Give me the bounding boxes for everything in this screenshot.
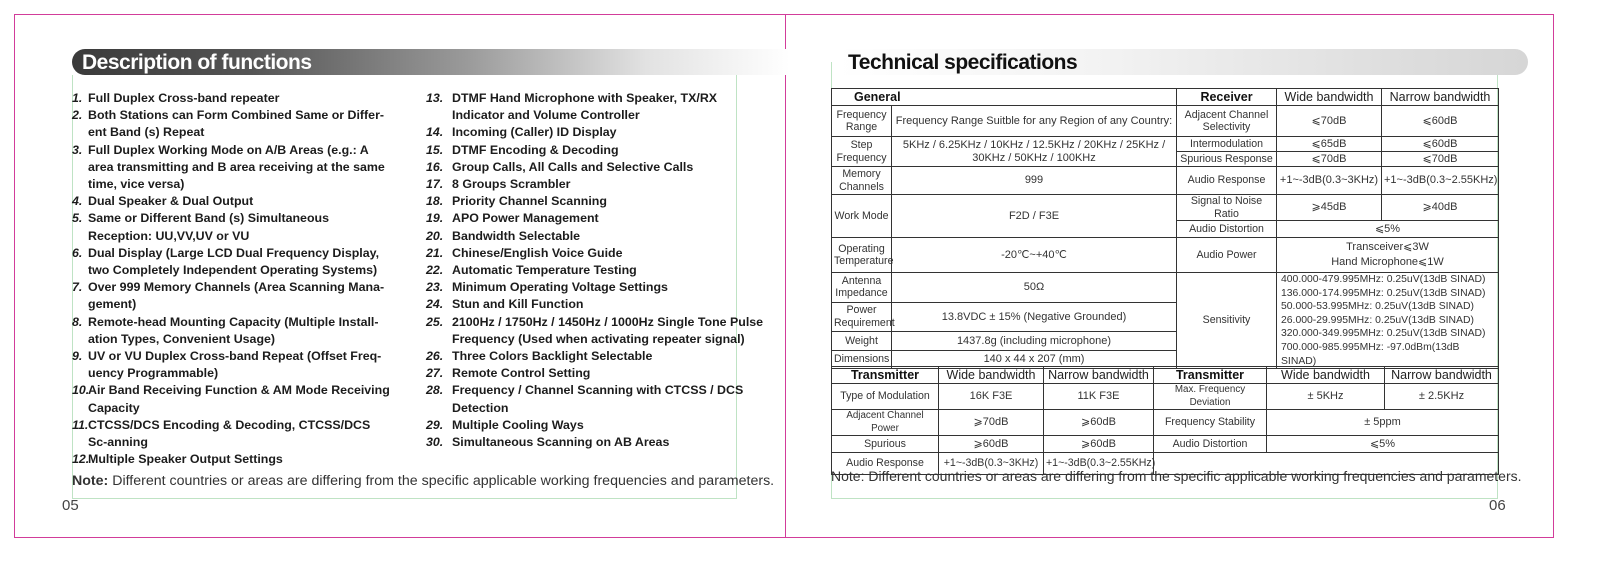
audio-power-line: Hand Microphone⩽1W [1331,256,1444,268]
function-item [426,348,771,365]
spec-value: 16K F3E [939,384,1044,410]
function-item-text: CTCSS/DCS Encoding & Decoding, CTCSS/DCS Sc-anning [88,417,371,450]
spec-label: Audio Distortion [1177,221,1277,238]
spec-value [1277,238,1499,273]
function-item-number: 2. [72,108,83,123]
function-item-text: Stun and Kill Function [452,297,584,312]
function-item-text: Minimum Operating Voltage Settings [452,280,668,295]
function-item-text: Both Stations can Form Combined Same or Differ-ent Band (s) Repeat [88,108,385,140]
function-item [426,279,771,296]
function-item [72,193,392,210]
specs-table [831,88,1499,369]
function-item [426,90,771,124]
spec-value: ⩽5% [1277,221,1499,238]
wide-bandwidth-header: Wide bandwidth [1277,89,1382,106]
function-item-number: 28. [426,383,444,398]
function-item-text: Three Colors Backlight Selectable [452,349,653,364]
function-item-number: 16. [426,159,444,174]
spec-value: +1~-3dB(0.3~2.55KHz) [1382,167,1499,195]
function-item [426,245,771,262]
function-item-text: 8 Groups Scrambler [452,177,571,192]
function-item-number: 19. [426,211,444,226]
spec-value: ± 5KHz [1267,384,1385,410]
function-item-text: Frequency / Channel Scanning with CTCSS / DCS Detection [452,383,744,415]
transmitter-header: Transmitter [832,367,939,384]
function-item [426,124,771,141]
spec-value: +1~-3dB(0.3~2.55KHz) [1044,453,1154,475]
spec-value: ⩾60dB [1044,436,1154,453]
function-item-number: 10. [72,383,90,398]
spec-label: Signal to Noise Ratio [1177,195,1277,221]
function-item-text: Dual Speaker & Dual Output [88,194,254,209]
function-item-text: Same or Different Band (s) Simultaneous Reception: UU,VV,UV or VU [88,211,329,243]
spec-label: Dimensions [832,350,892,369]
spec-label: Work Mode [832,195,892,238]
narrow-bandwidth-header: Narrow bandwidth [1382,89,1499,106]
function-item-number: 21. [426,245,444,260]
function-item-text: Full Duplex Cross-band repeater [88,91,280,105]
function-item-number: 27. [426,366,444,381]
function-item [72,417,392,451]
function-item [426,262,771,279]
spec-value: 140 x 44 x 207 (mm) [892,350,1177,369]
spec-value: ⩽70dB [1382,152,1499,167]
function-item-number: 18. [426,194,444,209]
function-item-number: 8. [72,314,83,329]
function-item [72,451,392,468]
function-item-number: 11. [72,417,89,432]
function-item-text: DTMF Encoding & Decoding [452,142,619,157]
spec-label: Spurious [832,436,939,453]
page-number: 05 [62,497,79,514]
spec-value: 999 [892,167,1177,195]
function-item-text: Priority Channel Scanning [452,194,607,209]
function-item-text: Group Calls, All Calls and Selective Calls [452,159,694,174]
spec-value: ⩽70dB [1277,106,1382,137]
wide-bandwidth-header: Wide bandwidth [1267,367,1385,384]
function-item [72,245,392,279]
spec-value: ⩽70dB [1277,152,1382,167]
spec-value: 1437.8g (including microphone) [892,332,1177,351]
function-item-number: 17. [426,177,444,192]
spec-label: Type of Modulation [832,384,939,410]
function-item [72,142,392,194]
function-list [72,90,392,468]
spec-label: Intermodulation [1177,137,1277,152]
spec-value: ⩾70dB [939,410,1044,436]
spec-value: 50Ω [892,273,1177,303]
function-item-text: Chinese/English Voice Guide [452,245,623,260]
function-item-number: 9. [72,349,83,364]
function-item [426,193,771,210]
function-item-text: Remote Control Setting [452,366,591,381]
spec-value: +1~-3dB(0.3~3KHz) [939,453,1044,475]
spec-value: ⩾45dB [1277,195,1382,221]
function-item-text: Over 999 Memory Channels (Area Scanning Mana-gement) [88,280,385,312]
section-title: Description of functions [82,51,312,74]
spec-value: ± 5ppm [1267,410,1499,436]
left-guide-line [72,498,737,499]
function-item-text: Simultaneous Scanning on AB Areas [452,435,670,450]
function-item [426,417,771,434]
function-list [426,90,771,451]
function-item-number: 23. [426,280,444,295]
spec-label: Antenna Impedance [832,273,892,303]
function-item [426,176,771,193]
sensitivity-line: 320.000-349.995MHz: 0.25uV(13dB SINAD) [1281,328,1486,340]
spec-value: ⩾40dB [1382,195,1499,221]
function-item [72,107,392,141]
note-label: Note: [72,473,109,489]
function-item-text: DTMF Hand Microphone with Speaker, TX/RX Indicator and Volume Controller [452,91,718,123]
function-item [426,382,771,416]
function-item-number: 6. [72,245,83,260]
sensitivity-values [1277,273,1499,369]
function-item [72,210,392,244]
function-item-number: 30. [426,435,444,450]
function-item [426,228,771,245]
function-item-text: Remote-head Mounting Capacity (Multiple Install-ation Types, Convenient Usage) [88,314,379,346]
narrow-bandwidth-header: Narrow bandwidth [1044,367,1154,384]
function-item-number: 25. [426,314,444,329]
spec-label: Frequency Range [832,106,892,137]
spec-value: F2D / F3E [892,195,1177,238]
function-item [426,142,771,159]
function-item-number: 29. [426,417,444,432]
sensitivity-line: 700.000-985.995MHz: -97.0dBm(13dB SINAD) [1281,341,1460,367]
note: Note: Different countries or areas are differing from the specific applicable working frequencies and parameters. [831,468,1522,484]
audio-power-line: Transceiver⩽3W [1346,241,1429,253]
spec-label: Audio Response [1177,167,1277,195]
spec-label: Spurious Response [1177,152,1277,167]
function-item [426,296,771,313]
function-item-number: 4. [72,194,83,209]
spec-value: ⩽60dB [1382,137,1499,152]
spec-label: Audio Power [1177,238,1277,273]
spec-value: ⩽5% [1267,436,1499,453]
function-item-number: 7. [72,280,83,295]
function-item-number: 22. [426,263,444,278]
spec-label: Sensitivity [1177,273,1277,369]
function-item-text: Automatic Temperature Testing [452,263,637,278]
spec-value: ± 2.5KHz [1385,384,1499,410]
transmitter-header: Transmitter [1154,367,1267,384]
function-item [426,434,771,451]
function-item-number: 12. [72,452,90,467]
sensitivity-line: 50.000-53.995MHz: 0.25uV(13dB SINAD) [1281,301,1474,313]
spec-label: Operating Temperature [832,238,892,273]
function-item-number: 26. [426,349,444,364]
spec-label: Adjacent Channel Power [832,410,939,436]
spec-label: Audio Response [832,453,939,475]
function-item-text: Air Band Receiving Function & AM Mode Receiving Capacity [88,383,390,415]
general-header: General [832,89,1177,106]
spec-label: Max. Frequency Deviation [1154,384,1267,410]
function-item [426,210,771,227]
function-item-number: 5. [72,211,83,226]
function-item [426,159,771,176]
wide-bandwidth-header: Wide bandwidth [939,367,1044,384]
function-item-text: Incoming (Caller) ID Display [452,125,617,140]
spec-value: 5KHz / 6.25KHz / 10KHz / 12.5KHz / 20KHz / 25KHz / 30KHz / 50KHz / 100KHz [892,137,1177,167]
function-item-text: UV or VU Duplex Cross-band Repeat (Offset Freq-uency Programmable) [88,349,382,381]
function-item-text: Multiple Speaker Output Settings [88,452,283,467]
spec-value: +1~-3dB(0.3~3KHz) [1277,167,1382,195]
function-item-number: 1. [72,91,83,105]
function-item-text: APO Power Management [452,211,599,226]
spec-label: Weight [832,332,892,351]
function-item-text: Dual Display (Large LCD Dual Frequency Display, two Completely Independent Operating Systems) [88,245,380,278]
function-item [72,279,392,313]
section-title: Technical specifications [848,51,1078,74]
function-item-number: 13. [426,91,444,105]
function-item-number: 15. [426,142,444,157]
transmitter-table [831,366,1499,475]
spec-value: ⩽65dB [1277,137,1382,152]
narrow-bandwidth-header: Narrow bandwidth [1385,367,1499,384]
function-item-text: Multiple Cooling Ways [452,417,584,432]
spec-label: Adjacent Channel Selectivity [1177,106,1277,137]
function-item-number: 3. [72,142,83,157]
spec-value: 13.8VDC ± 15% (Negative Grounded) [892,302,1177,332]
spec-value: ⩾60dB [939,436,1044,453]
spec-value: -20℃~+40℃ [892,238,1177,273]
function-item-text: Full Duplex Working Mode on A/B Areas (e.g.: A area transmitting and B area receiving at the same time, vice versa) [88,142,385,192]
function-item-text: Bandwidth Selectable [452,228,581,243]
function-item-number: 14. [426,125,444,140]
sensitivity-line: 400.000-479.995MHz: 0.25uV(13dB SINAD) [1281,274,1486,285]
function-item [426,365,771,382]
function-item-number: 20. [426,228,444,243]
right-guide-line [831,498,1498,499]
spec-label: Audio Distortion [1154,436,1267,453]
function-item [72,314,392,348]
spec-value: ⩾60dB [1044,410,1154,436]
function-item [426,314,771,348]
spec-value: 11K F3E [1044,384,1154,410]
sensitivity-line: 26.000-29.995MHz: 0.25uV(13dB SINAD) [1281,314,1474,326]
spec-value: ⩽60dB [1382,106,1499,137]
spec-label: Frequency Stability [1154,410,1267,436]
note-text: Different countries or areas are differing from the specific applicable working frequencies and parameters. [108,473,775,489]
spec-value: Frequency Range Suitble for any Region of any Country: [892,106,1177,137]
function-item [72,90,392,107]
note [72,473,774,489]
page-number: 06 [1489,497,1506,514]
spec-label: Power Requirement [832,302,892,332]
spec-label: Memory Channels [832,167,892,195]
function-item [72,348,392,382]
function-item-number: 24. [426,297,444,312]
function-item-text: 2100Hz / 1750Hz / 1450Hz / 1000Hz Single Tone Pulse Frequency (Used when activating repeater signal) [452,314,764,346]
receiver-header: Receiver [1177,89,1277,106]
spec-label: Step Frequency [832,137,892,167]
function-item [72,382,392,416]
sensitivity-line: 136.000-174.995MHz: 0.25uV(13dB SINAD) [1281,287,1486,299]
